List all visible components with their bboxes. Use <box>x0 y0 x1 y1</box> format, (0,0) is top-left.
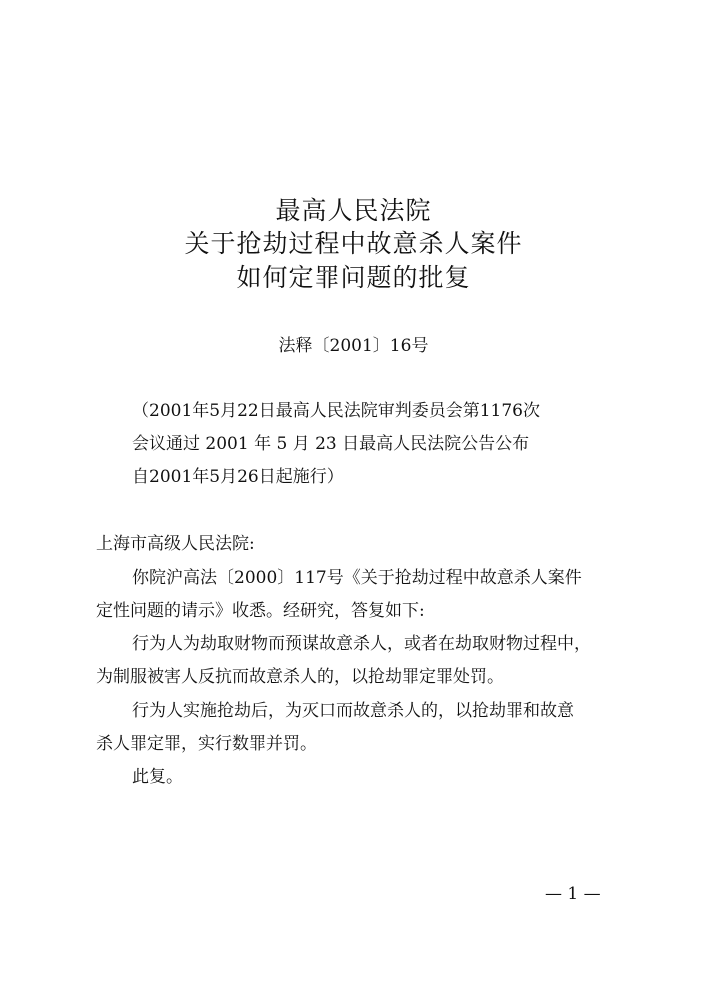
adoption-note-line-3: 自2001年5月26日起施行） <box>132 467 344 487</box>
title-line-3: 如何定罪问题的批复 <box>236 263 471 292</box>
paragraph-2-line-1: 行为人为劫取财物而预谋故意杀人，或者在劫取财物过程中， <box>132 634 591 654</box>
title-line-1: 最高人民法院 <box>275 196 432 225</box>
document-number: 法释〔2001〕16号 <box>278 336 429 356</box>
paragraph-3-line-2: 杀人罪定罪，实行数罪并罚。 <box>96 734 317 754</box>
page-number: — 1 — <box>545 884 601 904</box>
adoption-note-line-2: 会议通过 2001 年 5 月 23 日最高人民法院公告公布 <box>132 434 530 454</box>
paragraph-2-line-2: 为制服被害人反抗而故意杀人的，以抢劫罪定罪处罚。 <box>96 667 504 687</box>
paragraph-1-line-1: 你院沪高法〔2000〕117号《关于抢劫过程中故意杀人案件 <box>132 568 582 588</box>
addressee: 上海市高级人民法院: <box>96 534 255 554</box>
paragraph-1-line-2: 定性问题的请示》收悉。经研究，答复如下: <box>96 601 425 621</box>
adoption-note-line-1: （2001年5月22日最高人民法院审判委员会第1176次 <box>132 401 540 421</box>
closing-text: 此复。 <box>132 767 183 787</box>
paragraph-3-line-1: 行为人实施抢劫后，为灭口而故意杀人的，以抢劫罪和故意 <box>132 701 574 721</box>
title-line-2: 关于抢劫过程中故意杀人案件 <box>184 229 523 258</box>
